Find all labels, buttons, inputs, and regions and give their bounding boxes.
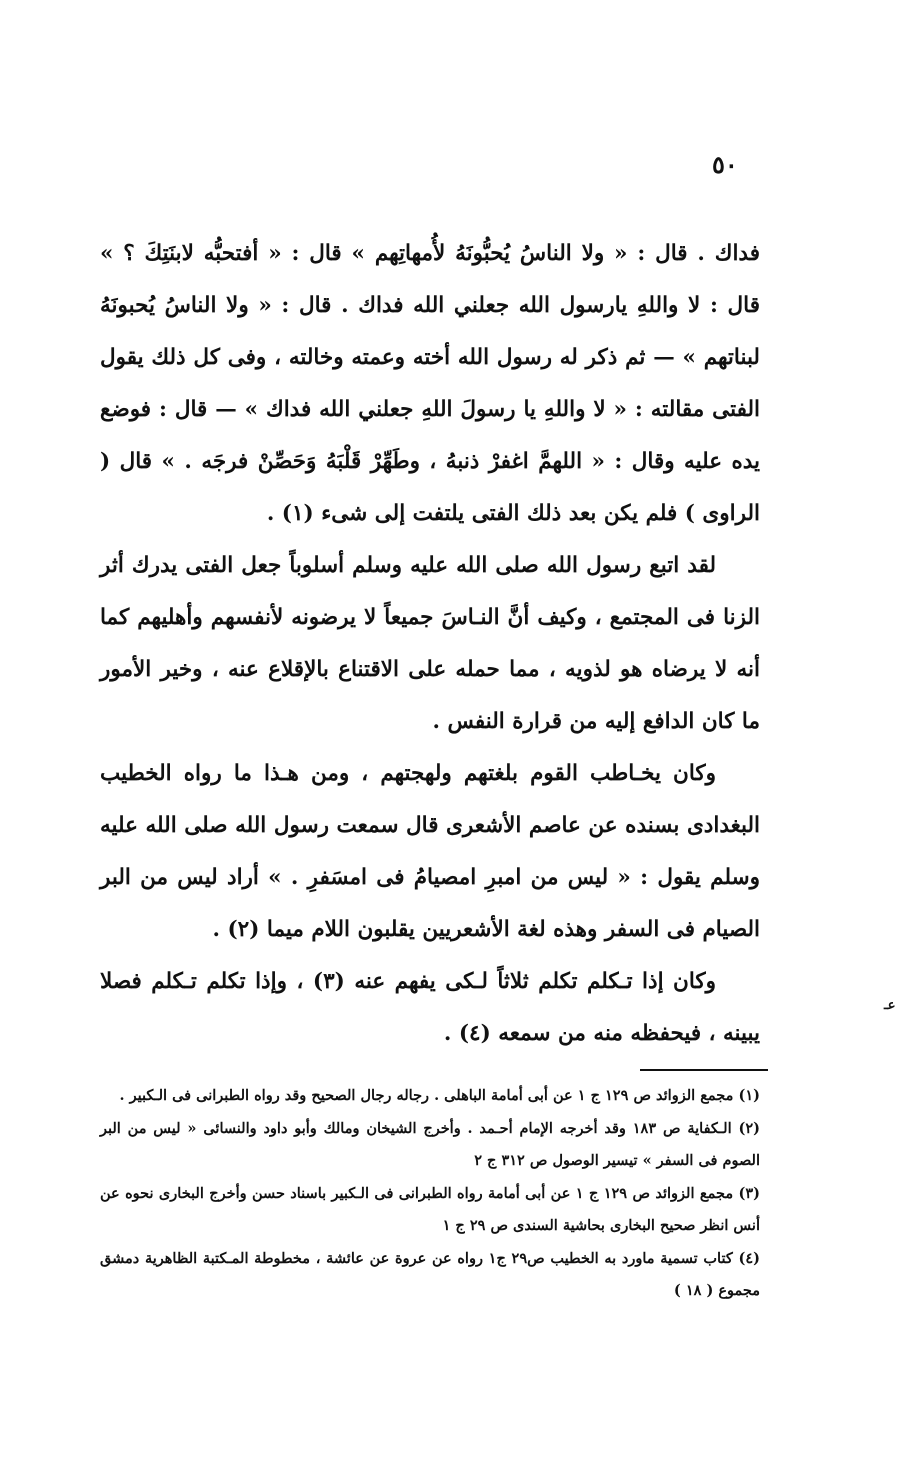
paragraph-hadith-youth: فداك . قال : « ولا الناسُ يُحبُّونَهُ لأُمهاتِهم » قال : « أفتحبُّه لابنَتِكَ ؟ » قال : لا واللهِ يارسول الله جعلني الله فداك . قال : « ولا الناسُ يُحبونَهُ لبناتهم » — ثم ذكر له رسول الله أخته وعمته وخالته ، وفى كل ذلك يقول الفتى مقالته : « لا واللهِ يا رسولَ اللهِ جعلني الله فداك » — قال : فوضع يده عليه وقال : « اللهمَّ اغفرْ ذنبهُ ، وطَهِّرْ قَلْبَهُ وَحَصِّنْ فرجَه . » قال ( الراوى ) فلم يكن بعد ذلك الفتى يلتفت إلى شىء (١) .	[100, 241, 760, 526]
paragraph-method: لقد اتبع رسول الله صلى الله عليه وسلم أسلوباً جعل الفتى يدرك أثر الزنا فى المجتمع ، وكيف أنَّ النـاسَ جميعاً لا يرضونه لأنفسهم وأهليهم كما أنه لا يرضاه هو لذويه ، مما حمله على الاقتناع بالإقلاع عنه ، وخير الأمور ما كان الدافع إليه من قرارة النفس .	[100, 553, 760, 734]
footnote-3: (٣) مجمع الزوائد ص ١٢٩ ج ١ عن أبى أمامة رواه الطبرانى فى الـكبير باسناد حسن وأخرج البخارى نحوه عن أنس انظر صحيح البخارى بحاشية السندى ص ٢٩ ج ١	[100, 1184, 760, 1234]
footnote-2: (٢) الـكفاية ص ١٨٣ وقد أخرجه الإمام أحـمد . وأخرج الشيخان ومالك وأبو داود والنسائى « ليس من البر الصوم فى السفر » تيسير الوصول ص ٣١٢ ج ٢	[100, 1119, 760, 1169]
paragraph-dialect: وكان يخـاطب القوم بلغتهم ولهجتهم ، ومن هـذا ما رواه الخطيب البغدادى بسنده عن عاصم الأشعرى قال سمعت رسول الله صلى الله عليه وسلم يقول : « ليس من امبرِ امصيامُ فى امسَفرِ . » أراد ليس من البر الصيام فى السفر وهذه لغة الأشعريين يقلبون اللام ميما (٢) .	[100, 761, 760, 942]
margin-mark: عـ	[884, 998, 896, 1013]
footnote-divider	[640, 1069, 768, 1071]
main-text	[100, 228, 760, 1060]
footnote-1: (١) مجمع الزوائد ص ١٢٩ ج ١ عن أبى أمامة الباهلى . رجاله رجال الصحيح وقد رواه الطبرانى فى الـكبير .	[119, 1087, 760, 1104]
page-number: ٥٠	[712, 150, 738, 179]
paragraph-speech: وكان إذا تـكلم تكلم ثلاثاً لـكى يفهم عنه (٣) ، وإذا تكلم تـكلم فصلا يبينه ، فيحفظه منه من سمعه (٤) .	[100, 969, 760, 1046]
footnotes	[100, 1080, 760, 1308]
footnote-4: (٤) كتاب تسمية ماورد به الخطيب ص٢٩ ج١ رواه عن عروة عن عائشة ، مخطوطة المـكتبة الظاهرية دمشق مجموع ( ١٨ )	[100, 1249, 760, 1299]
